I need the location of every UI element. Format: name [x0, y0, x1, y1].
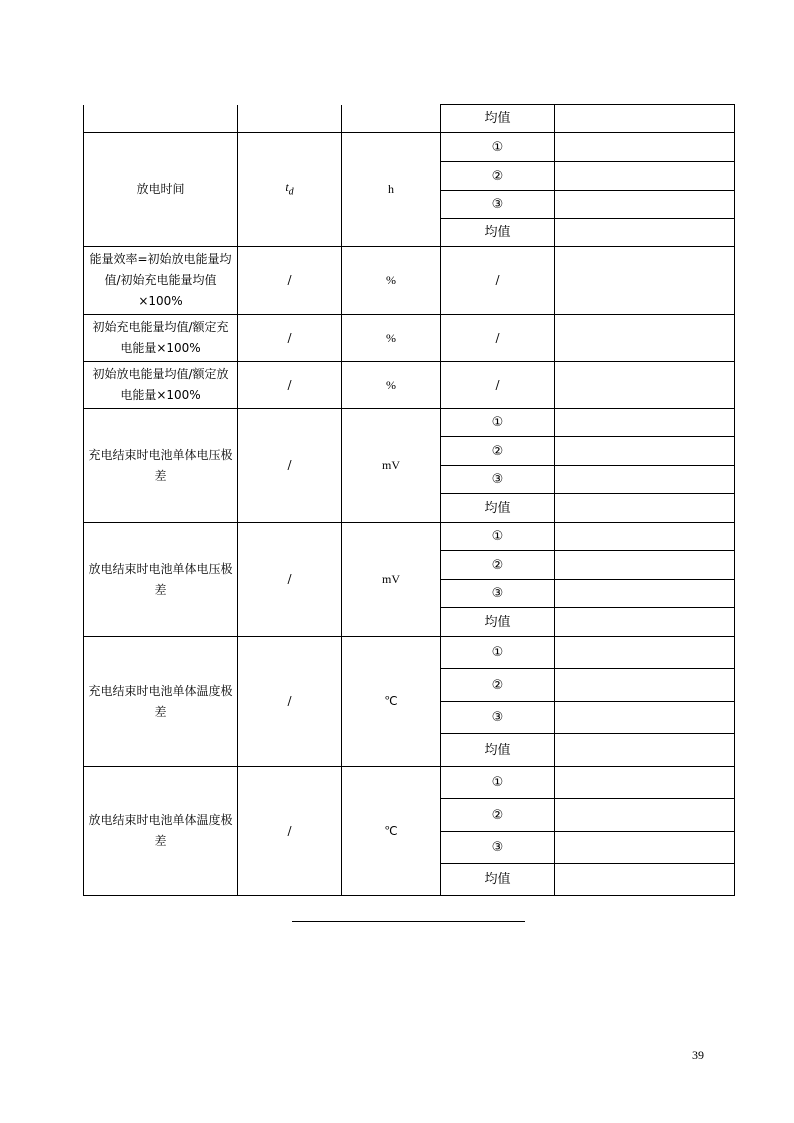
- table-row: [84, 247, 735, 315]
- table-row: [84, 409, 735, 437]
- value-cell: [555, 219, 735, 247]
- sub-label: ①: [441, 767, 555, 799]
- unit-cell: %: [342, 362, 441, 409]
- sub-label: 均值: [441, 219, 555, 247]
- value-cell: [555, 608, 735, 637]
- sub-label: ②: [441, 669, 555, 702]
- symbol-cell: /: [238, 409, 342, 523]
- value-cell: [555, 494, 735, 523]
- sub-label: ②: [441, 799, 555, 832]
- table-row: [84, 362, 735, 409]
- value-cell: [555, 105, 735, 133]
- sub-label: ③: [441, 466, 555, 494]
- value-cell: [555, 162, 735, 191]
- sub-label: 均值: [441, 105, 555, 133]
- value-cell: [555, 409, 735, 437]
- value-cell: [555, 362, 735, 409]
- sub-label: ①: [441, 637, 555, 669]
- value-cell: [555, 832, 735, 864]
- unit-cell: ℃: [342, 637, 441, 767]
- item-name: 初始放电能量均值/额定放电能量×100%: [84, 362, 238, 409]
- table-row: [84, 105, 735, 133]
- value-cell: [555, 133, 735, 162]
- value-cell: [555, 864, 735, 896]
- symbol-t: t: [285, 179, 289, 194]
- sub-label: /: [441, 315, 555, 362]
- symbol-cell: /: [238, 767, 342, 896]
- value-cell: [555, 247, 735, 315]
- end-of-section-line: [292, 921, 525, 922]
- item-name: 放电结束时电池单体电压极差: [84, 523, 238, 637]
- item-name: 能量效率=初始放电能量均值/初始充电能量均值×100%: [84, 247, 238, 315]
- value-cell: [555, 315, 735, 362]
- sub-label: ①: [441, 133, 555, 162]
- symbol-cell: /: [238, 523, 342, 637]
- sub-label: ③: [441, 580, 555, 608]
- sub-label: 均值: [441, 864, 555, 896]
- symbol-cell: /: [238, 247, 342, 315]
- unit-cell: %: [342, 315, 441, 362]
- value-cell: [555, 799, 735, 832]
- symbol-subscript: d: [288, 186, 294, 198]
- item-name: 充电结束时电池单体温度极差: [84, 637, 238, 767]
- value-cell: [555, 669, 735, 702]
- sub-label: ②: [441, 437, 555, 466]
- sub-label: ②: [441, 162, 555, 191]
- value-cell: [555, 580, 735, 608]
- value-cell: [555, 466, 735, 494]
- sub-label: ②: [441, 551, 555, 580]
- table-row: [84, 133, 735, 162]
- value-cell: [555, 191, 735, 219]
- symbol-cell: /: [238, 362, 342, 409]
- sub-label: ①: [441, 409, 555, 437]
- empty-cell: [84, 105, 238, 133]
- symbol-cell: /: [238, 315, 342, 362]
- results-table: [83, 104, 735, 896]
- item-name: 放电时间: [84, 133, 238, 247]
- value-cell: [555, 523, 735, 551]
- sub-label: ③: [441, 832, 555, 864]
- unit-cell: mV: [342, 523, 441, 637]
- value-cell: [555, 437, 735, 466]
- value-cell: [555, 551, 735, 580]
- value-cell: [555, 702, 735, 734]
- sub-label: ①: [441, 523, 555, 551]
- unit-cell: ℃: [342, 767, 441, 896]
- table-row: [84, 315, 735, 362]
- sub-label: ③: [441, 702, 555, 734]
- sub-label: 均值: [441, 608, 555, 637]
- unit-cell: mV: [342, 409, 441, 523]
- item-name: 放电结束时电池单体温度极差: [84, 767, 238, 896]
- sub-label: 均值: [441, 734, 555, 767]
- sub-label: ③: [441, 191, 555, 219]
- value-cell: [555, 637, 735, 669]
- empty-cell: [342, 105, 441, 133]
- value-cell: [555, 734, 735, 767]
- table-row: [84, 523, 735, 551]
- sub-label: /: [441, 247, 555, 315]
- unit-cell: h: [342, 133, 441, 247]
- item-name: 初始充电能量均值/额定充电能量×100%: [84, 315, 238, 362]
- empty-cell: [238, 105, 342, 133]
- sub-label: 均值: [441, 494, 555, 523]
- table-row: [84, 637, 735, 669]
- sub-label: /: [441, 362, 555, 409]
- value-cell: [555, 767, 735, 799]
- symbol-cell: [238, 133, 342, 247]
- table-row: [84, 767, 735, 799]
- unit-cell: %: [342, 247, 441, 315]
- symbol-cell: /: [238, 637, 342, 767]
- page-number: 39: [692, 1048, 704, 1062]
- item-name: 充电结束时电池单体电压极差: [84, 409, 238, 523]
